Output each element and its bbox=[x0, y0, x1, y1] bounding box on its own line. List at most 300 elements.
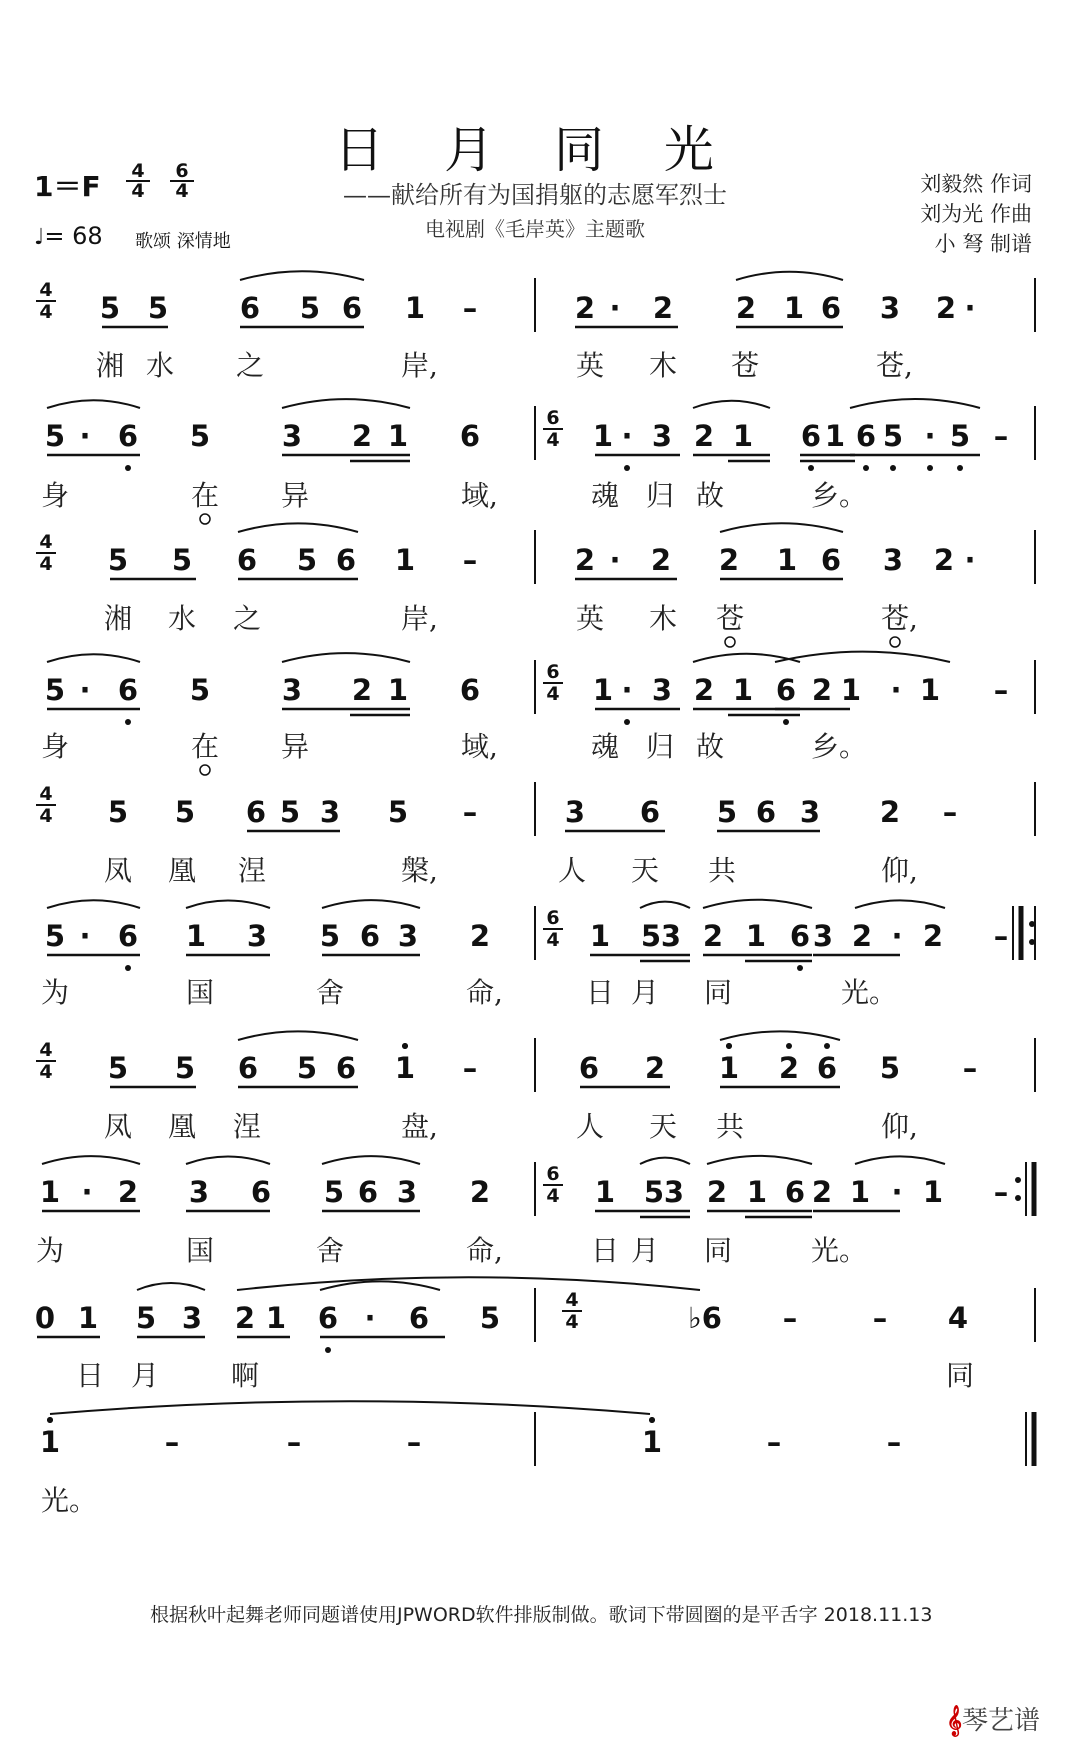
note: 0 bbox=[34, 1301, 56, 1335]
slur-tie bbox=[855, 900, 945, 908]
note: 6 bbox=[639, 795, 661, 829]
note: 6 bbox=[317, 1301, 339, 1335]
note: 2 bbox=[117, 1175, 139, 1209]
note: · bbox=[964, 291, 976, 325]
slur-tie bbox=[237, 1277, 700, 1290]
hold-dash: – bbox=[872, 1301, 888, 1335]
note: 6 bbox=[335, 1051, 357, 1085]
note: 3 bbox=[882, 543, 904, 577]
score-line bbox=[41, 900, 1035, 1009]
slur-tie bbox=[640, 1158, 690, 1164]
note: 2 bbox=[574, 291, 596, 325]
note: 3 bbox=[663, 1175, 685, 1209]
note: 1 bbox=[746, 1175, 768, 1209]
lyric: 天 bbox=[649, 1110, 678, 1143]
slur-tie bbox=[42, 1156, 140, 1164]
octave-dot-below bbox=[125, 719, 131, 725]
note: 2 bbox=[702, 919, 724, 953]
note: · bbox=[79, 419, 91, 453]
note: 2 bbox=[644, 1051, 666, 1085]
special-barlines bbox=[1013, 906, 1035, 1466]
slur-tie bbox=[736, 272, 843, 280]
note: 2 bbox=[693, 419, 715, 453]
key-signature: 1＝F bbox=[34, 170, 101, 203]
lyric: 命, bbox=[466, 1234, 503, 1267]
lyric: 苍 bbox=[731, 349, 760, 382]
note: · bbox=[621, 673, 633, 707]
lyric: 盘, bbox=[401, 1110, 438, 1143]
lyric: 湘 bbox=[104, 602, 133, 635]
note: 2 bbox=[811, 673, 833, 707]
note: 6 bbox=[820, 543, 842, 577]
note: 2 bbox=[469, 919, 491, 953]
note: 5 bbox=[387, 795, 409, 829]
time-signature-top: 4 bbox=[565, 1289, 579, 1311]
octave-dot-below bbox=[890, 465, 896, 471]
lyric: 身 bbox=[41, 730, 70, 763]
note: 2 bbox=[879, 795, 901, 829]
note: 1 bbox=[39, 1175, 61, 1209]
credit-lyricist: 刘毅然 作词 bbox=[920, 172, 1032, 196]
note: 5 bbox=[279, 795, 301, 829]
note: · bbox=[890, 673, 902, 707]
lyric: 故 bbox=[696, 730, 725, 763]
lyric: 国 bbox=[186, 1234, 215, 1267]
note: 6 bbox=[239, 291, 261, 325]
note: 6 bbox=[341, 291, 363, 325]
lyric: 光。 bbox=[841, 976, 898, 1009]
repeat-dot bbox=[1015, 1195, 1021, 1201]
hold-dash: – bbox=[164, 1425, 180, 1459]
note: 6 bbox=[250, 1175, 272, 1209]
lyric: 凰 bbox=[168, 1110, 197, 1143]
octave-dot-below bbox=[125, 465, 131, 471]
lyric: 归 bbox=[646, 730, 675, 763]
slur-tie bbox=[855, 1156, 945, 1164]
slur-tie bbox=[47, 400, 140, 408]
note: · bbox=[621, 419, 633, 453]
note: ♭6 bbox=[688, 1301, 722, 1335]
time-signature-top: 4 bbox=[39, 279, 53, 301]
note: · bbox=[891, 1175, 903, 1209]
octave-dot-above bbox=[649, 1417, 655, 1423]
note: · bbox=[79, 673, 91, 707]
note: 1 bbox=[922, 1175, 944, 1209]
octave-dot-below bbox=[927, 465, 933, 471]
score-line bbox=[41, 652, 1035, 775]
score-line bbox=[36, 1031, 1035, 1143]
lyric: 光。 bbox=[811, 1234, 868, 1267]
note: 5 bbox=[107, 1051, 129, 1085]
lyric: 木 bbox=[649, 602, 678, 635]
quarter-note-icon: ♩ bbox=[34, 225, 45, 250]
subtitle: ——献给所有为国捐躯的志愿军烈士 bbox=[343, 181, 727, 209]
slur-tie bbox=[850, 399, 980, 408]
lyric: 苍 bbox=[716, 602, 745, 635]
score-line bbox=[36, 523, 1035, 647]
slur-tie bbox=[282, 399, 410, 408]
note: · bbox=[891, 919, 903, 953]
note: · bbox=[609, 291, 621, 325]
note: 5 bbox=[107, 795, 129, 829]
note: 2 bbox=[693, 673, 715, 707]
score-line bbox=[40, 1401, 1035, 1517]
note: 5 bbox=[171, 543, 193, 577]
lyric: 木 bbox=[649, 349, 678, 382]
slur-tie bbox=[47, 900, 140, 908]
note: 2 bbox=[922, 919, 944, 953]
time-signature-bottom: 4 bbox=[39, 805, 53, 827]
note: 2 bbox=[706, 1175, 728, 1209]
note: 6 bbox=[117, 673, 139, 707]
note: 1 bbox=[185, 919, 207, 953]
note: 1 bbox=[718, 1051, 740, 1085]
note: 5 bbox=[44, 919, 66, 953]
note: 3 bbox=[651, 673, 673, 707]
lyric: 舍 bbox=[316, 1234, 345, 1267]
note: 2 bbox=[935, 291, 957, 325]
flat-tongue-marker bbox=[725, 637, 735, 647]
note: 6 bbox=[855, 419, 877, 453]
lyric: 涅 bbox=[233, 1110, 262, 1143]
lyric: 苍, bbox=[876, 349, 913, 382]
time-signature-top: 6 bbox=[546, 407, 560, 429]
note: 5 bbox=[882, 419, 904, 453]
lyric: 英 bbox=[576, 602, 605, 635]
note: 5 bbox=[189, 673, 211, 707]
note: · bbox=[964, 543, 976, 577]
note: 6 bbox=[789, 919, 811, 953]
tempo-marking: ♩= 68 bbox=[34, 222, 103, 250]
time-signature-top: 4 bbox=[39, 783, 53, 805]
octave-dot-below bbox=[797, 965, 803, 971]
note: 6 bbox=[816, 1051, 838, 1085]
note: 6 bbox=[775, 673, 797, 707]
slur-tie bbox=[47, 654, 140, 662]
octave-dot-below bbox=[783, 719, 789, 725]
note: 2 bbox=[652, 291, 674, 325]
note: 6 bbox=[335, 543, 357, 577]
note: 5 bbox=[716, 795, 738, 829]
lyric: 魂 bbox=[591, 479, 620, 512]
lyric: 共 bbox=[716, 1110, 745, 1143]
note: 1 bbox=[732, 419, 754, 453]
footer-note: 根据秋叶起舞老师同题谱使用JPWORD软件排版制做。歌词下带圆圈的是平舌字 2018.11.13 bbox=[150, 1604, 933, 1626]
note: 2 bbox=[351, 419, 373, 453]
note: 1 bbox=[745, 919, 767, 953]
note: 3 bbox=[319, 795, 341, 829]
flat-tongue-marker bbox=[890, 637, 900, 647]
note: 6 bbox=[236, 543, 258, 577]
slur-tie bbox=[50, 1401, 650, 1414]
lyric: 乡。 bbox=[811, 479, 868, 512]
repeat-dot bbox=[1015, 1177, 1021, 1183]
lyric: 之 bbox=[233, 602, 262, 635]
note: 5 bbox=[296, 543, 318, 577]
time-signature-top: 6 bbox=[546, 661, 560, 683]
slur-tie bbox=[240, 271, 364, 280]
site-logo: 𝄞琴艺谱 bbox=[946, 1706, 1040, 1736]
hold-dash: – bbox=[782, 1301, 798, 1335]
lyric: 月 bbox=[631, 1234, 660, 1267]
note: 3 bbox=[181, 1301, 203, 1335]
slur-tie bbox=[238, 1031, 358, 1040]
flat-tongue-marker bbox=[200, 514, 210, 524]
octave-dot-above bbox=[47, 1417, 53, 1423]
time-signature-6-4: $\frac{6}{4}$ bbox=[170, 162, 194, 200]
note: 4 bbox=[947, 1301, 969, 1335]
note: 1 bbox=[394, 1051, 416, 1085]
note: 1 bbox=[840, 673, 862, 707]
hold-dash: – bbox=[993, 419, 1009, 453]
lyric: 湘 bbox=[96, 349, 125, 382]
slur-tie bbox=[703, 900, 812, 908]
lyric: 在 bbox=[191, 730, 220, 763]
note: 1 bbox=[387, 419, 409, 453]
slur-tie bbox=[720, 523, 843, 532]
hold-dash: – bbox=[462, 795, 478, 829]
note: 3 bbox=[281, 419, 303, 453]
slur-tie bbox=[322, 1156, 420, 1164]
hold-dash: – bbox=[942, 795, 958, 829]
lyric: 同 bbox=[704, 1234, 733, 1267]
note: 6 bbox=[117, 419, 139, 453]
lyric: 仰, bbox=[881, 854, 918, 887]
note: 6 bbox=[359, 919, 381, 953]
note: 3 bbox=[281, 673, 303, 707]
note: 2 bbox=[735, 291, 757, 325]
octave-dot-above bbox=[402, 1043, 408, 1049]
lyric: 域, bbox=[461, 479, 498, 512]
note: 2 bbox=[778, 1051, 800, 1085]
lyric: 凰 bbox=[168, 854, 197, 887]
lyric: 岸, bbox=[401, 602, 438, 635]
time-signature-top: 4 bbox=[39, 1039, 53, 1061]
note: 6 bbox=[245, 795, 267, 829]
note: 1 bbox=[641, 1425, 663, 1459]
lyric: 日 bbox=[76, 1359, 105, 1392]
lyric: 仰, bbox=[881, 1110, 918, 1143]
tv-line: 电视剧《毛岸英》主题歌 bbox=[425, 217, 645, 241]
note: 6 bbox=[459, 673, 481, 707]
note: 5 bbox=[299, 291, 321, 325]
note: 6 bbox=[820, 291, 842, 325]
lyric: 共 bbox=[708, 854, 737, 887]
lyric: 水 bbox=[168, 602, 197, 635]
note: 3 bbox=[396, 1175, 418, 1209]
note: 3 bbox=[564, 795, 586, 829]
note: 3 bbox=[879, 291, 901, 325]
note: 5 bbox=[44, 673, 66, 707]
note: 2 bbox=[718, 543, 740, 577]
note: · bbox=[364, 1301, 376, 1335]
score-line bbox=[41, 399, 1035, 524]
lyric: 故 bbox=[696, 479, 725, 512]
lyric: 异 bbox=[281, 479, 310, 512]
hold-dash: – bbox=[462, 1051, 478, 1085]
note: 1 bbox=[592, 419, 614, 453]
note: 5 bbox=[479, 1301, 501, 1335]
note: 2 bbox=[650, 543, 672, 577]
page-title: 日 月 同 光 bbox=[334, 121, 736, 179]
hold-dash: – bbox=[766, 1425, 782, 1459]
mood-marking: 歌颂 深情地 bbox=[135, 231, 231, 252]
note: 3 bbox=[812, 919, 834, 953]
lyric: 为 bbox=[36, 1234, 65, 1267]
lyric: 日 bbox=[586, 976, 615, 1009]
note: 2 bbox=[851, 919, 873, 953]
note: 6 bbox=[117, 919, 139, 953]
score-line bbox=[35, 1277, 1035, 1392]
lyric: 月 bbox=[131, 1359, 160, 1392]
hold-dash: – bbox=[962, 1051, 978, 1085]
note: 2 bbox=[811, 1175, 833, 1209]
lyric: 之 bbox=[236, 349, 265, 382]
time-signature-top: 4 bbox=[39, 531, 53, 553]
lyric: 苍, bbox=[881, 602, 918, 635]
note: 1 bbox=[824, 419, 846, 453]
slur-tie bbox=[720, 1031, 840, 1040]
lyric: 域, bbox=[461, 730, 498, 763]
note: · bbox=[81, 1175, 93, 1209]
note: 1 bbox=[592, 673, 614, 707]
time-signature-bottom: 4 bbox=[546, 429, 560, 451]
note: 2 bbox=[469, 1175, 491, 1209]
lyric: 人 bbox=[576, 1110, 605, 1143]
note: 3 bbox=[660, 919, 682, 953]
lyric: 归 bbox=[646, 479, 675, 512]
note: 6 bbox=[408, 1301, 430, 1335]
time-signature-4-4: $\frac{4}{4}$ bbox=[126, 162, 150, 200]
octave-dot-above bbox=[824, 1043, 830, 1049]
octave-dot-above bbox=[786, 1043, 792, 1049]
octave-dot-below bbox=[863, 465, 869, 471]
note: 1 bbox=[732, 673, 754, 707]
lyric: 凤 bbox=[104, 854, 133, 887]
lyric: 岸, bbox=[401, 349, 438, 382]
note: 5 bbox=[135, 1301, 157, 1335]
octave-dot-below bbox=[624, 465, 630, 471]
slur-tie bbox=[238, 523, 358, 532]
time-signature-bottom: 4 bbox=[546, 1185, 560, 1207]
note: 2 bbox=[351, 673, 373, 707]
note: 2 bbox=[933, 543, 955, 577]
credit-arranger: 小 弩 制谱 bbox=[934, 232, 1032, 256]
lyric: 人 bbox=[558, 854, 587, 887]
lyric: 涅 bbox=[238, 854, 267, 887]
note: 1 bbox=[776, 543, 798, 577]
note: 1 bbox=[39, 1425, 61, 1459]
score-line bbox=[36, 1156, 1035, 1267]
note: 5 bbox=[643, 1175, 665, 1209]
note: 5 bbox=[44, 419, 66, 453]
slur-tie bbox=[282, 653, 410, 662]
hold-dash: – bbox=[406, 1425, 422, 1459]
lyric: 魂 bbox=[591, 730, 620, 763]
hold-dash: – bbox=[462, 291, 478, 325]
lyric: 月 bbox=[631, 976, 660, 1009]
hold-dash: – bbox=[886, 1425, 902, 1459]
slur-tie bbox=[775, 652, 950, 662]
note: 3 bbox=[188, 1175, 210, 1209]
time-signature-bottom: 4 bbox=[546, 683, 560, 705]
note: 3 bbox=[397, 919, 419, 953]
note: 1 bbox=[77, 1301, 99, 1335]
lyric: 异 bbox=[281, 730, 310, 763]
score-line bbox=[36, 782, 1035, 887]
slur-tie bbox=[320, 1281, 440, 1290]
note: 6 bbox=[755, 795, 777, 829]
note: 5 bbox=[949, 419, 971, 453]
note: 1 bbox=[589, 919, 611, 953]
time-signature-top: 6 bbox=[546, 907, 560, 929]
note: 1 bbox=[404, 291, 426, 325]
slur-tie bbox=[137, 1283, 205, 1290]
lyric: 同 bbox=[704, 976, 733, 1009]
lyric: 啊 bbox=[231, 1359, 260, 1392]
note: 6 bbox=[237, 1051, 259, 1085]
note: · bbox=[924, 419, 936, 453]
note: 5 bbox=[879, 1051, 901, 1085]
repeat-dot bbox=[1029, 939, 1035, 945]
note: 3 bbox=[246, 919, 268, 953]
lyric: 为 bbox=[41, 976, 70, 1009]
lyric: 舍 bbox=[316, 976, 345, 1009]
octave-dot-below bbox=[624, 719, 630, 725]
note: 1 bbox=[849, 1175, 871, 1209]
note: 5 bbox=[147, 291, 169, 325]
lyric: 身 bbox=[41, 479, 70, 512]
hold-dash: – bbox=[462, 543, 478, 577]
lyric: 英 bbox=[576, 349, 605, 382]
note: 6 bbox=[578, 1051, 600, 1085]
lyric: 光。 bbox=[41, 1484, 98, 1517]
time-signature-bottom: 4 bbox=[39, 1061, 53, 1083]
time-signature-top: 6 bbox=[546, 1163, 560, 1185]
score-line bbox=[36, 271, 1035, 382]
slur-tie bbox=[707, 1156, 812, 1164]
hold-dash: – bbox=[993, 673, 1009, 707]
time-signature-bottom: 4 bbox=[565, 1311, 579, 1333]
hold-dash: – bbox=[993, 1175, 1009, 1209]
repeat-dot bbox=[1029, 921, 1035, 927]
credit-composer: 刘为光 作曲 bbox=[920, 202, 1032, 226]
octave-dot-below bbox=[808, 465, 814, 471]
slur-tie bbox=[640, 902, 690, 908]
note: 3 bbox=[799, 795, 821, 829]
note: 3 bbox=[651, 419, 673, 453]
flat-tongue-marker bbox=[200, 765, 210, 775]
time-signature-bottom: 4 bbox=[39, 301, 53, 323]
note: 5 bbox=[323, 1175, 345, 1209]
lyric: 水 bbox=[146, 349, 175, 382]
hold-dash: – bbox=[993, 919, 1009, 953]
slur-tie bbox=[186, 1157, 270, 1164]
octave-dot-below bbox=[325, 1347, 331, 1353]
lyric: 在 bbox=[191, 479, 220, 512]
note: 5 bbox=[99, 291, 121, 325]
note: 5 bbox=[189, 419, 211, 453]
note: 5 bbox=[319, 919, 341, 953]
note: 6 bbox=[784, 1175, 806, 1209]
octave-dot-below bbox=[957, 465, 963, 471]
note: 5 bbox=[296, 1051, 318, 1085]
note: 1 bbox=[387, 673, 409, 707]
note: 5 bbox=[174, 1051, 196, 1085]
lyric: 乡。 bbox=[811, 730, 868, 763]
note: 6 bbox=[459, 419, 481, 453]
slur-tie bbox=[186, 901, 270, 908]
